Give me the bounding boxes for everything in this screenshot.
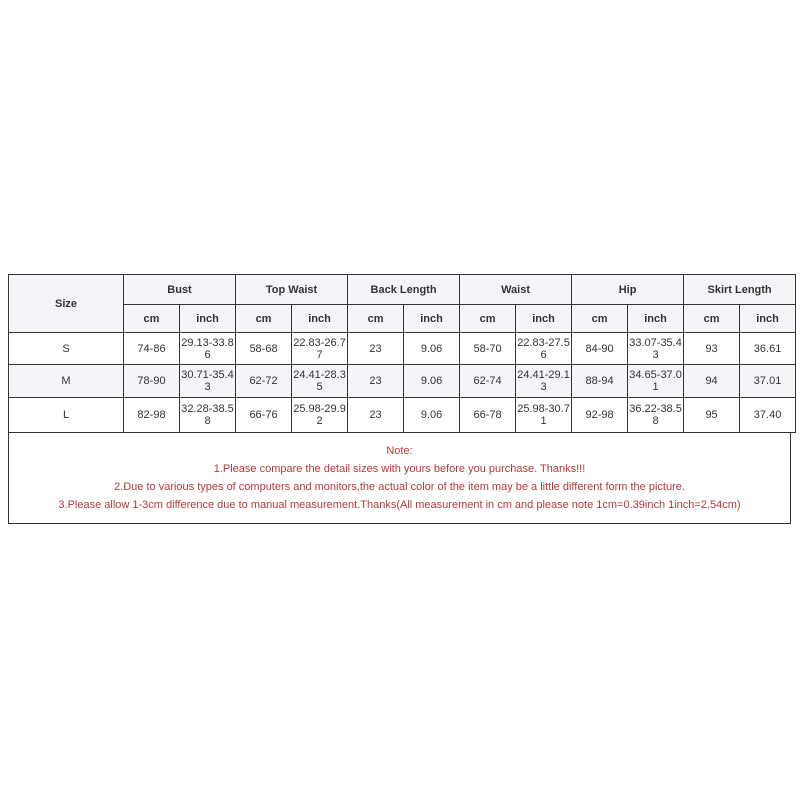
unit-inch: inch xyxy=(516,305,572,333)
table-cell: 9.06 xyxy=(404,398,460,433)
table-cell: 94 xyxy=(684,365,740,398)
unit-cm: cm xyxy=(460,305,516,333)
table-cell: 37.01 xyxy=(740,365,796,398)
skirt-length-header: Skirt Length xyxy=(684,275,796,305)
table-row xyxy=(9,333,796,365)
table-cell: 78-90 xyxy=(124,365,180,398)
unit-inch: inch xyxy=(292,305,348,333)
table-cell: 92-98 xyxy=(572,398,628,433)
unit-inch: inch xyxy=(180,305,236,333)
back-length-header: Back Length xyxy=(348,275,460,305)
table-row xyxy=(9,398,796,433)
unit-cm: cm xyxy=(348,305,404,333)
note-line-1: 1.Please compare the detail sizes with yours before you purchase. Thanks!!! xyxy=(213,463,586,475)
hip-header: Hip xyxy=(572,275,684,305)
size-cell: L xyxy=(9,398,124,433)
table-cell: 37.40 xyxy=(740,398,796,433)
table-cell: 29.13-33.86 xyxy=(180,333,236,365)
unit-cm: cm xyxy=(236,305,292,333)
size-cell: M xyxy=(9,365,124,398)
table-cell: 22.83-27.56 xyxy=(516,333,572,365)
table-cell: 62-74 xyxy=(460,365,516,398)
table-cell: 82-98 xyxy=(124,398,180,433)
size-cell: S xyxy=(9,333,124,365)
notes-title: Note: xyxy=(386,445,413,457)
size-table xyxy=(8,274,796,433)
table-cell: 9.06 xyxy=(404,333,460,365)
table-cell: 33.07-35.43 xyxy=(628,333,684,365)
bust-header: Bust xyxy=(124,275,236,305)
table-cell: 36.61 xyxy=(740,333,796,365)
notes-box xyxy=(8,433,791,524)
table-cell: 25.98-29.92 xyxy=(292,398,348,433)
table-cell: 22.83-26.77 xyxy=(292,333,348,365)
table-cell: 25.98-30.71 xyxy=(516,398,572,433)
table-cell: 95 xyxy=(684,398,740,433)
size-header: Size xyxy=(9,275,124,333)
table-row xyxy=(9,365,796,398)
table-cell: 74-86 xyxy=(124,333,180,365)
unit-cm: cm xyxy=(684,305,740,333)
table-cell: 23 xyxy=(348,333,404,365)
table-cell: 58-70 xyxy=(460,333,516,365)
size-chart xyxy=(8,274,791,524)
note-line-3: 3.Please allow 1-3cm difference due to manual measurement.Thanks(All measurement in cm and please note 1cm=0.39inch 1inch=2.54cm) xyxy=(58,499,741,511)
note-line-2: 2.Due to various types of computers and monitors,the actual color of the item may be a little different form the picture. xyxy=(114,481,685,493)
table-cell: 34.65-37.01 xyxy=(628,365,684,398)
top-waist-header: Top Waist xyxy=(236,275,348,305)
table-cell: 93 xyxy=(684,333,740,365)
unit-cm: cm xyxy=(124,305,180,333)
unit-inch: inch xyxy=(404,305,460,333)
table-cell: 66-76 xyxy=(236,398,292,433)
table-cell: 30.71-35.43 xyxy=(180,365,236,398)
table-cell: 24.41-29.13 xyxy=(516,365,572,398)
table-cell: 58-68 xyxy=(236,333,292,365)
table-cell: 23 xyxy=(348,398,404,433)
unit-cm: cm xyxy=(572,305,628,333)
table-cell: 88-94 xyxy=(572,365,628,398)
table-cell: 62-72 xyxy=(236,365,292,398)
unit-inch: inch xyxy=(628,305,684,333)
table-cell: 32.28-38.58 xyxy=(180,398,236,433)
waist-header: Waist xyxy=(460,275,572,305)
unit-inch: inch xyxy=(740,305,796,333)
table-cell: 66-78 xyxy=(460,398,516,433)
unit-row xyxy=(9,305,796,333)
table-cell: 84-90 xyxy=(572,333,628,365)
header-row xyxy=(9,275,796,305)
table-cell: 36.22-38.58 xyxy=(628,398,684,433)
table-cell: 23 xyxy=(348,365,404,398)
table-cell: 24.41-28.35 xyxy=(292,365,348,398)
table-cell: 9.06 xyxy=(404,365,460,398)
